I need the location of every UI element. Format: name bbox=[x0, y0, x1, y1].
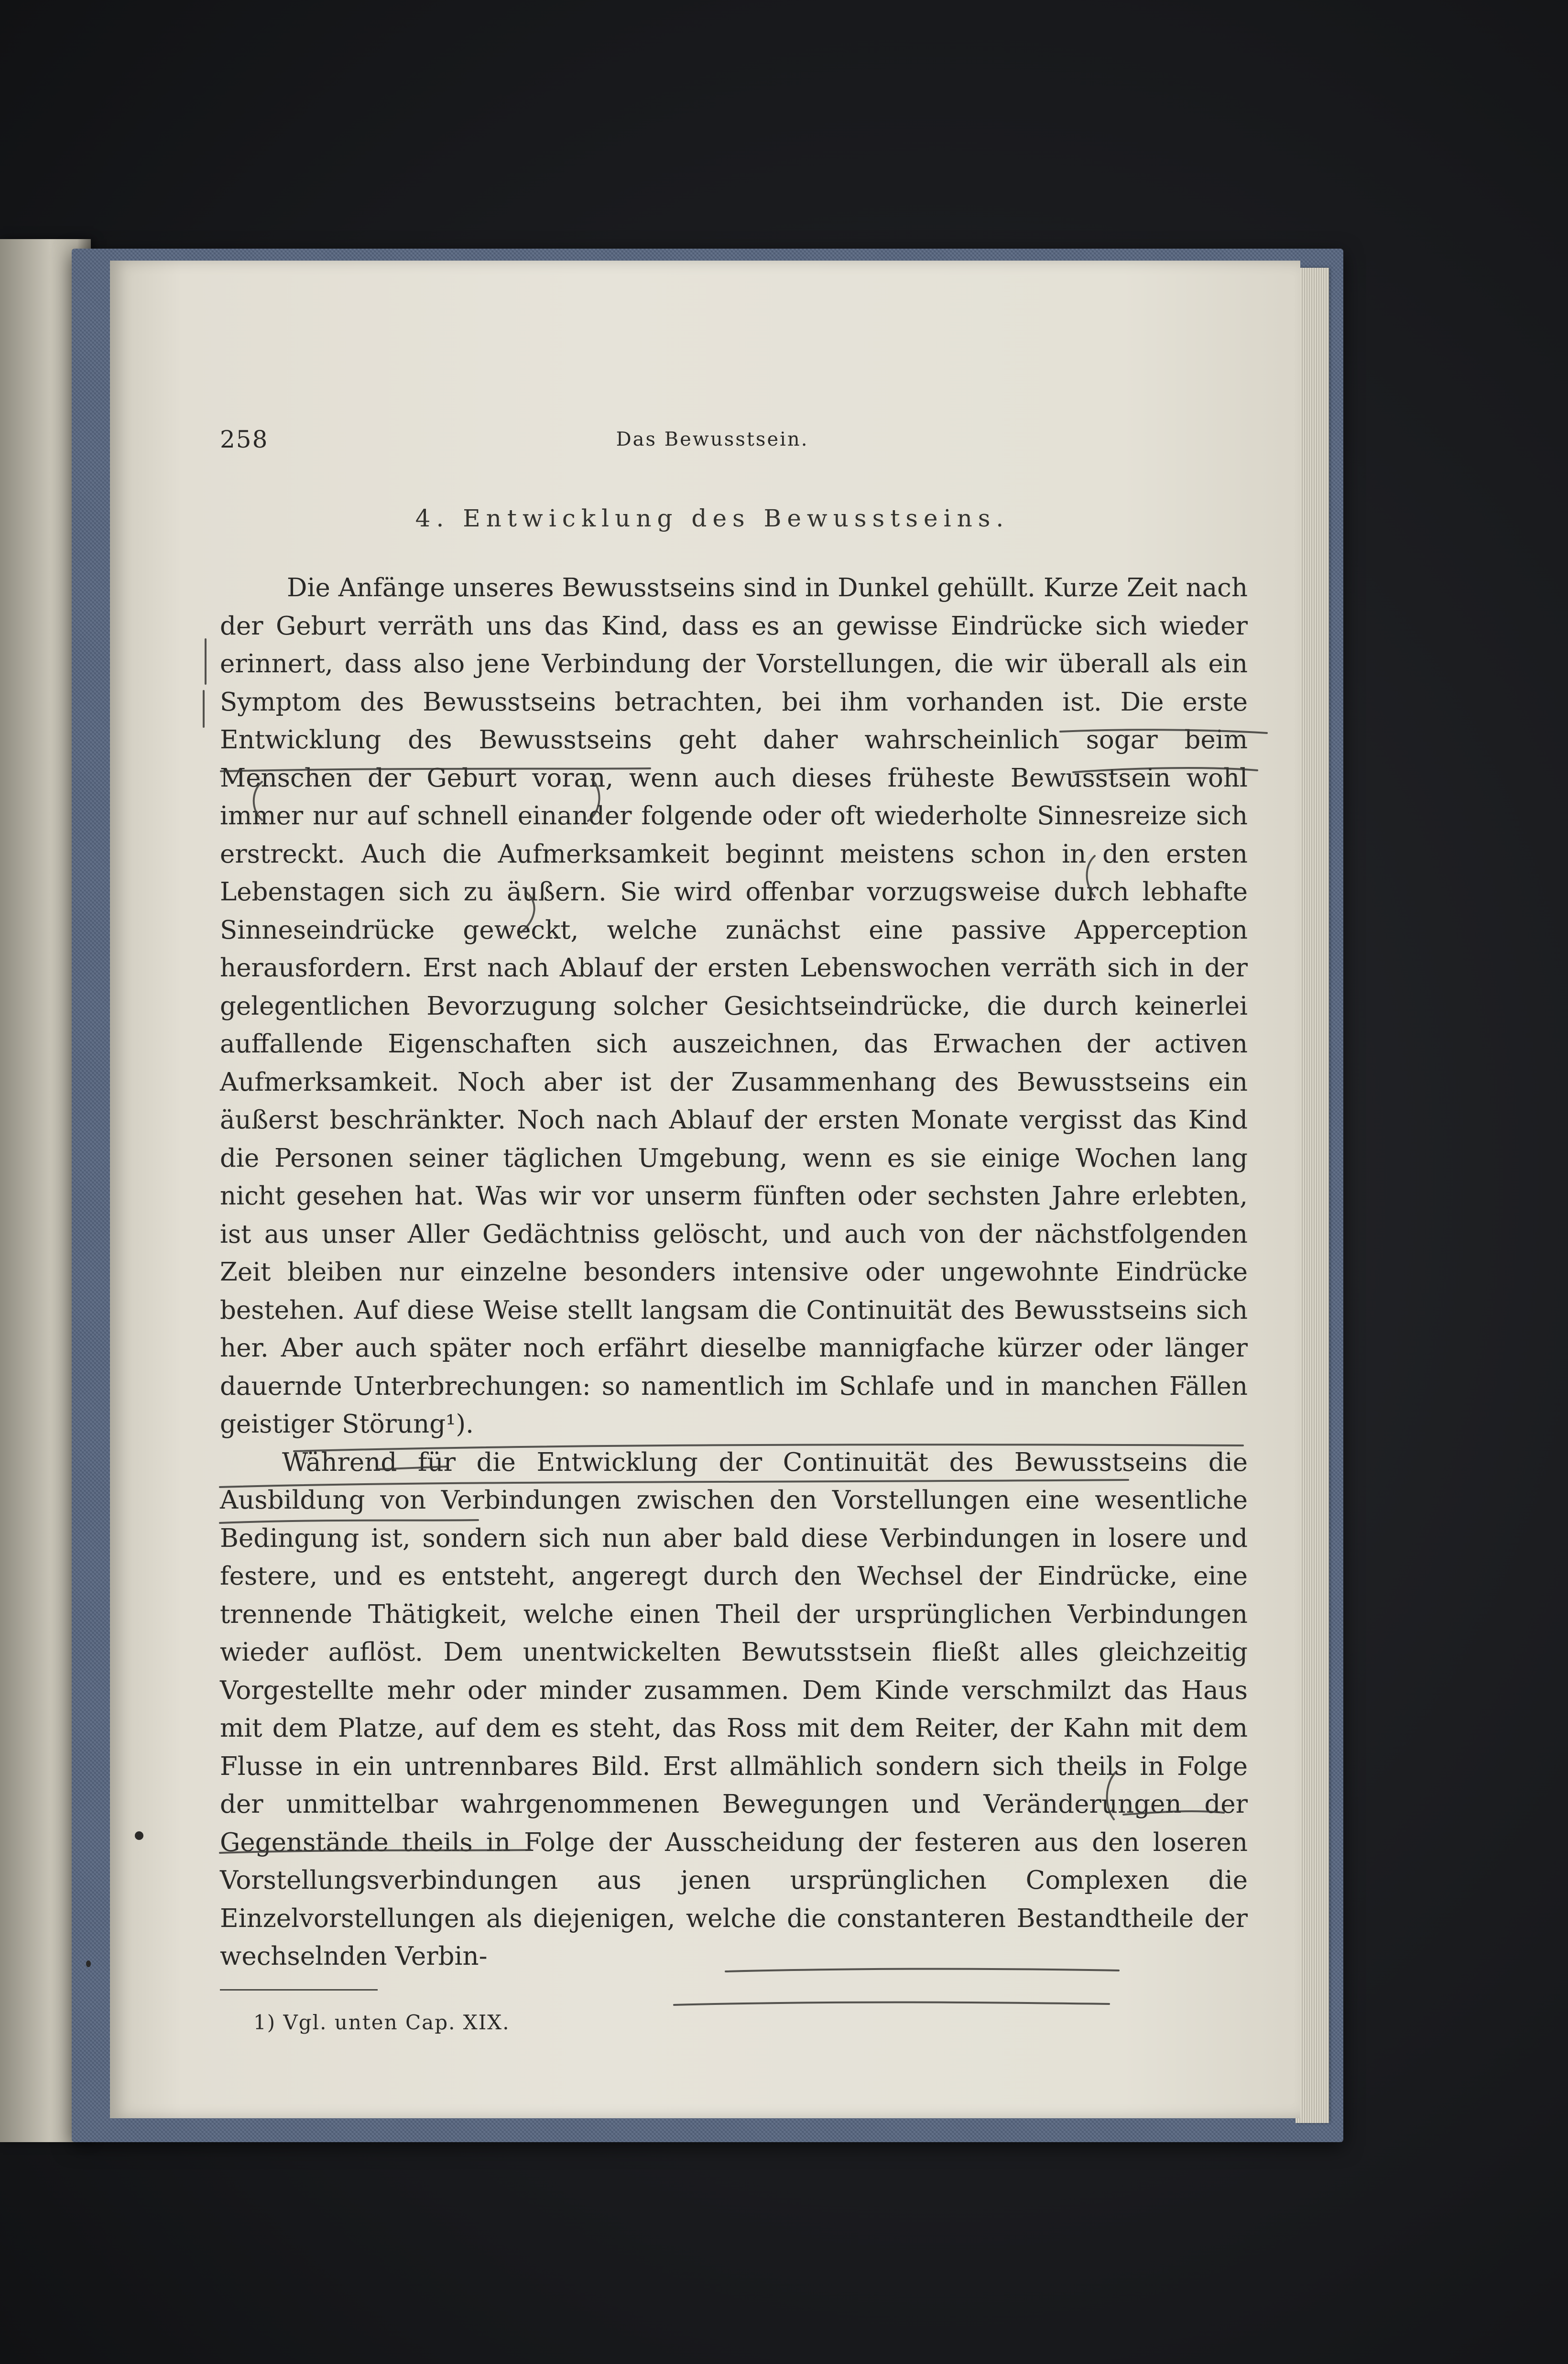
section-heading: 4. Entwicklung des Bewusstseins. bbox=[415, 504, 1010, 532]
paragraph: Die Anfänge unseres Bewusstseins sind in Dunkel gehüllt. Kurze Zeit nach der Geburt verräth uns das Kind, dass es an gewisse Eindrücke sich wieder erinnert, dass also jene Verbindung der Vorstellungen, die wir überall als ein Symptom des Bewusstseins betrachten, bei ihm vorhanden ist. Die erste Entwicklung des Bewusstseins geht daher wahrscheinlich sogar beim Menschen der Geburt voran, wenn auch dieses früheste Bewusstsein wohl immer nur auf schnell einander folgende oder oft wiederholte Sinnesreize sich erstreckt. Auch die Aufmerksamkeit beginnt meistens schon in den ersten Lebenstagen sich zu äußern. Sie wird offenbar vorzugsweise durch lebhafte Sinneseindrücke geweckt, welche zunächst eine passive Apperception herausfordern. Erst nach Ablauf der ersten Lebenswochen verräth sich in der gelegentlichen Bevorzugung solcher Gesichtseindrücke, die durch keinerlei auffallende Eigenschaften sich auszeichnen, das Erwachen der activen Aufmerksamkeit. Noch aber ist der Zusammenhang des Bewusstseins ein äußerst beschränkter. Noch nach Ablauf der ersten Monate vergisst das Kind die Personen seiner täglichen Umgebung, wenn es sie einige Wochen lang nicht gesehen hat. Was wir vor unserm fünften oder sechsten Jahre erlebten, ist aus unser Aller Gedächtniss gelöscht, und auch von der nächstfolgenden Zeit bleiben nur einzelne besonders intensive oder ungewohnte Eindrücke bestehen. Auf diese Weise stellt langsam die Continuität des Bewusstseins sich her. Aber auch später noch erfährt dieselbe mannigfache kürzer oder länger dauernde Unterbrechungen: so namentlich im Schlafe und in manchen Fällen geistiger Störung¹). bbox=[220, 573, 1248, 1439]
running-head bbox=[220, 426, 1205, 464]
footnote-rule bbox=[220, 1989, 378, 1991]
running-title: Das Bewusstsein. bbox=[616, 428, 809, 450]
underline-mark bbox=[674, 2003, 1109, 2005]
book-page bbox=[110, 261, 1300, 2118]
page-number: 258 bbox=[220, 426, 269, 453]
dust-speck bbox=[86, 1960, 91, 1967]
body-text bbox=[220, 569, 1248, 1976]
footnote: 1) Vgl. unten Cap. XIX. bbox=[253, 2011, 510, 2034]
page-block-edges bbox=[1296, 268, 1329, 2123]
paragraph: Während für die Entwicklung der Continuität des Bewusstseins die Ausbildung von Verbindungen zwischen den Vorstellungen eine wesentliche Bedingung ist, sondern sich nun aber bald diese Verbindungen in losere und festere, und es entsteht, angeregt durch den Wechsel der Eindrücke, eine trennende Thätigkeit, welche einen Theil der ursprünglichen Verbindungen wieder auflöst. Dem unentwickelten Bewutsstsein fließt alles gleichzeitig Vorgestellte mehr oder minder zusammen. Dem Kinde verschmilzt das Haus mit dem Platze, auf dem es steht, das Ross mit dem Reiter, der Kahn mit dem Flusse in ein untrennbares Bild. Erst allmählich sondern sich theils in Folge der unmittelbar wahrgenommenen Bewegungen und Veränderungen der Gegenstände theils in Folge der Ausscheidung der festeren aus den loseren Vorstellungsverbindungen aus jenen ursprünglichen Complexen die Einzelvorstellungen als diejenigen, welche die constanteren Bestandtheile der wechselnden Verbin- bbox=[220, 1447, 1248, 1971]
dust-speck bbox=[135, 1831, 143, 1840]
